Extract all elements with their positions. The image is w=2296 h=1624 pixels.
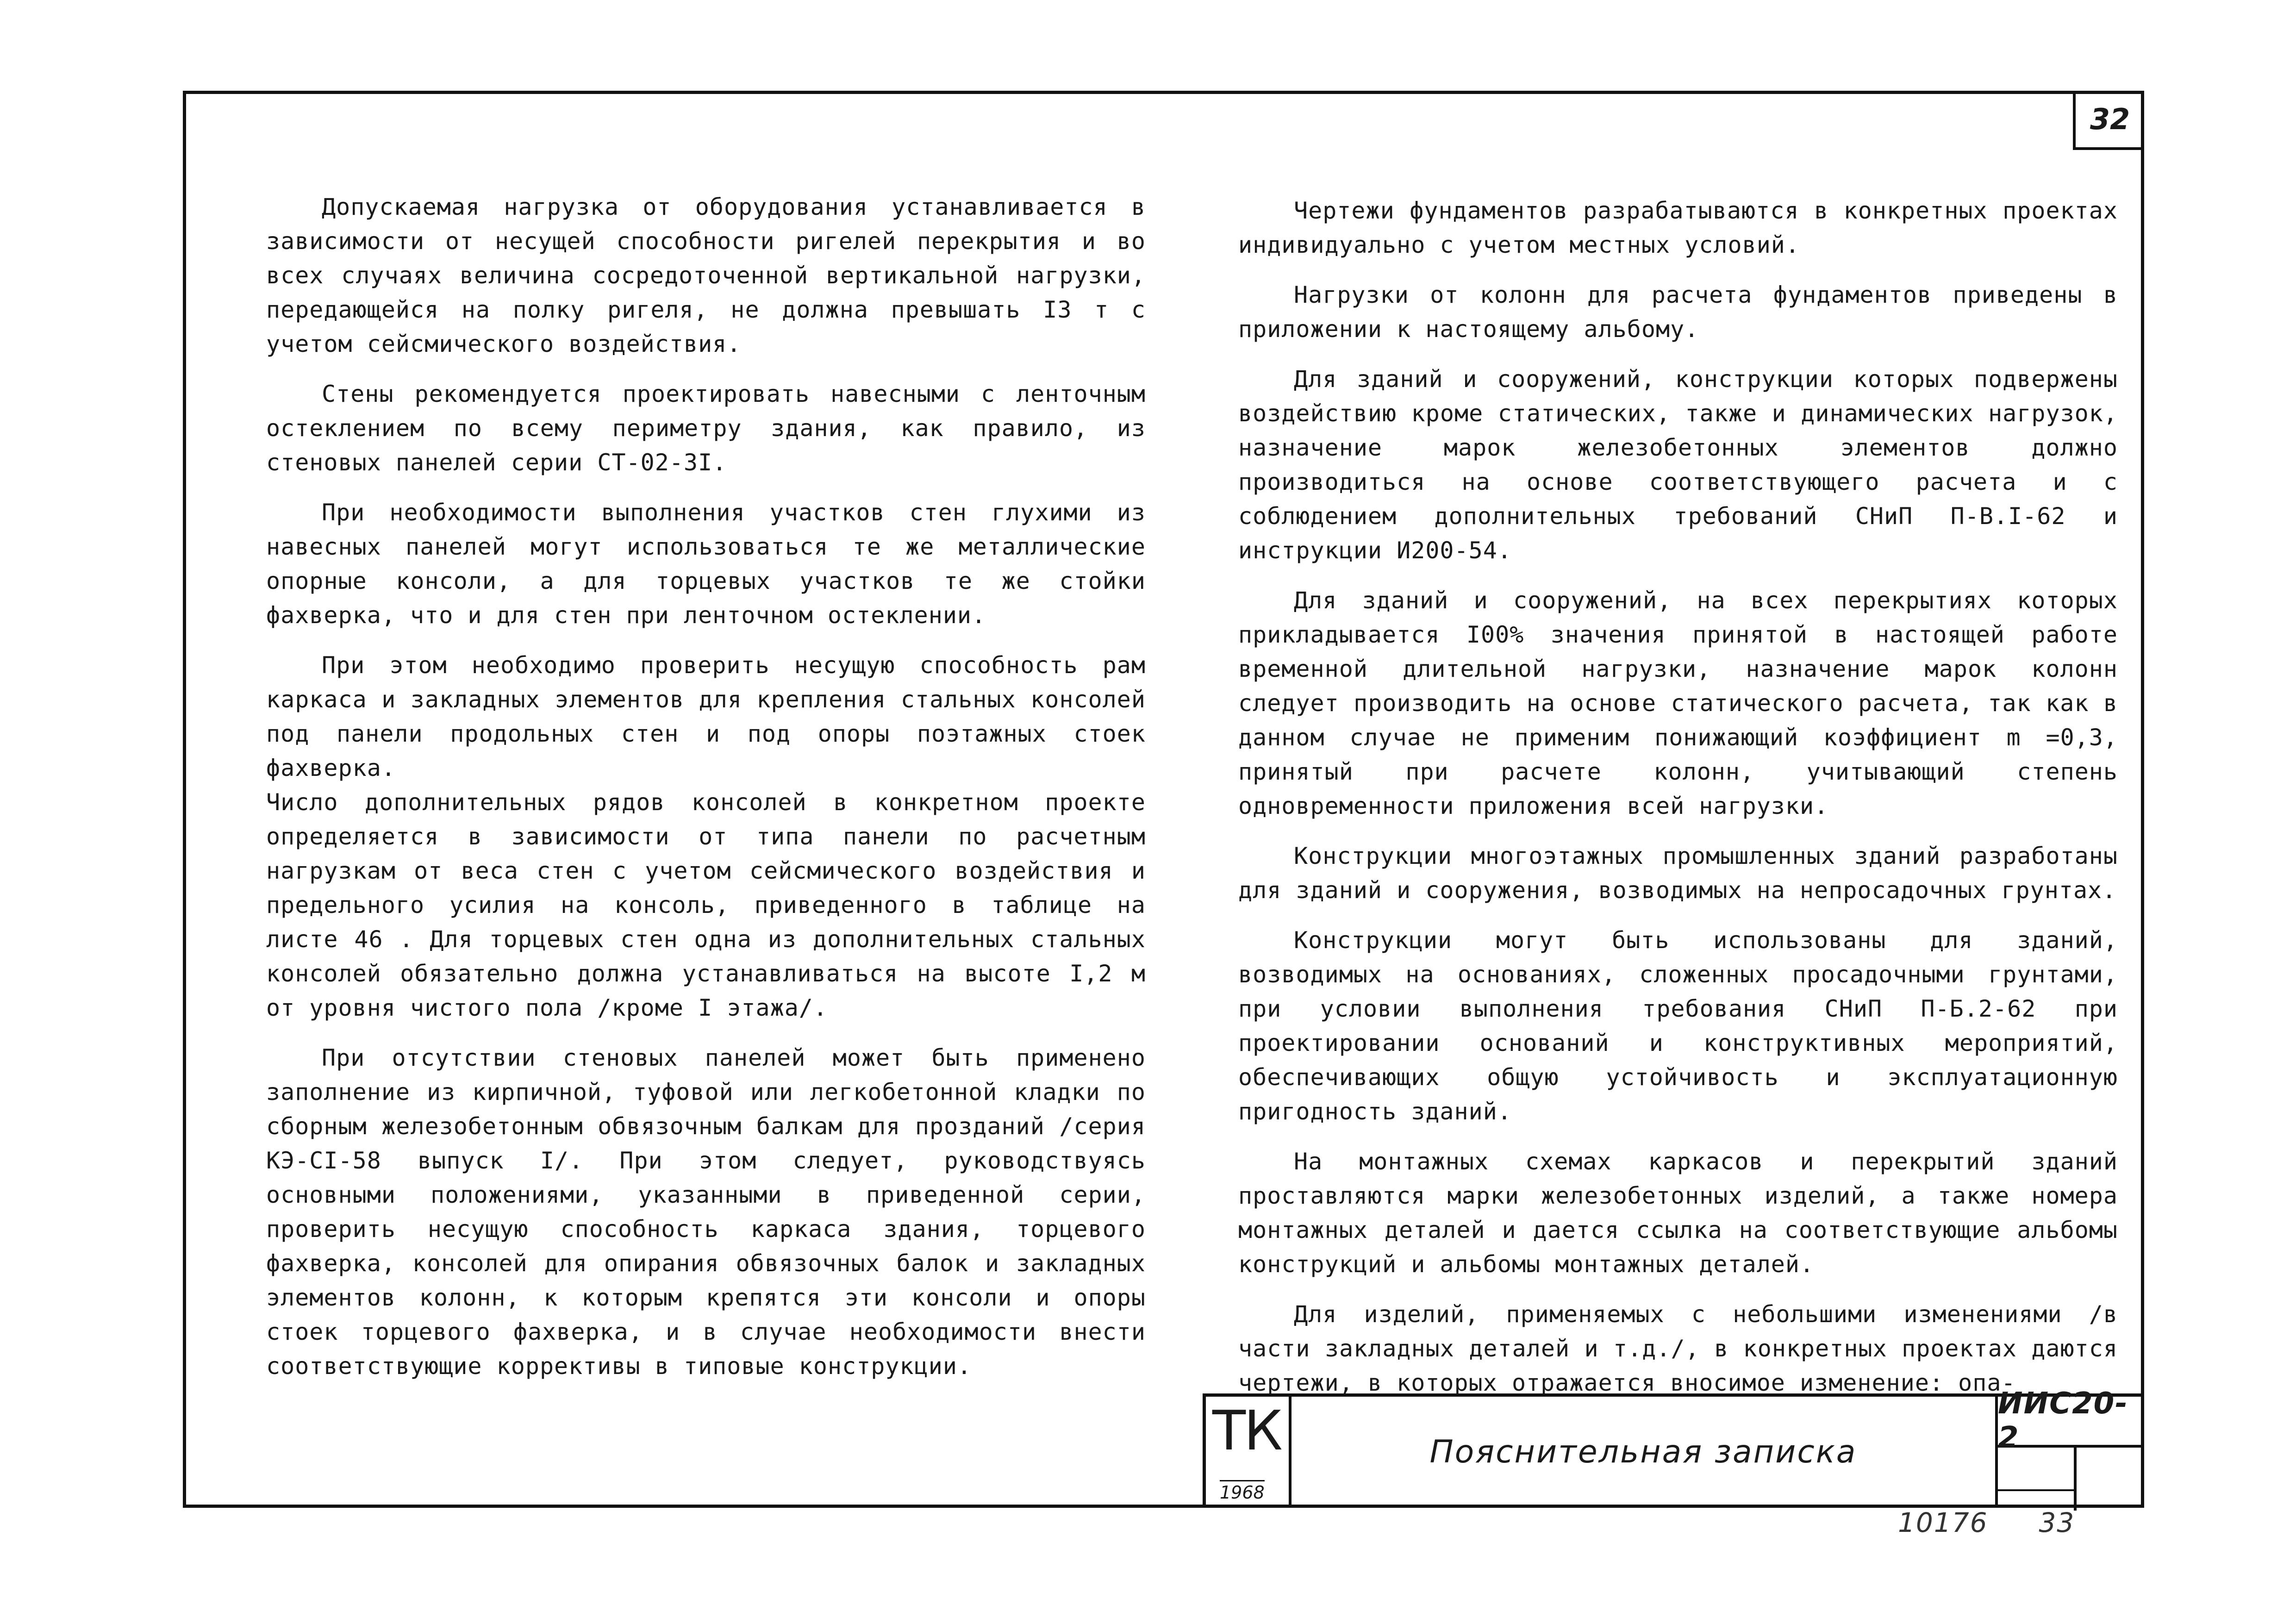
- paragraph: Нагрузки от колонн для расчета фундаментов приведены в приложении к настоящему альбому.: [1238, 281, 2118, 343]
- paragraph: При этом необходимо проверить несущую способность рам каркаса и закладных элементов для крепления стальных консолей под панели продольных стен и под опоры поэтажных стоек фахверка.: [266, 652, 1146, 781]
- paragraph: На монтажных схемах каркасов и перекрытий зданий проставляются марки железобетонных изделий, а также номера монтажных деталей и дается ссылка на соответствующие альбомы конструкций и альбомы монтажных деталей.: [1238, 1148, 2118, 1278]
- title-block-year: 1968: [1220, 1480, 1265, 1503]
- title-block: [1203, 1387, 2144, 1507]
- title-block-empty-cell: [1998, 1448, 2077, 1511]
- title-block-divider: [1998, 1489, 2077, 1491]
- document-title: Пояснительная записка: [1429, 1434, 1857, 1470]
- sheet-number: 33: [2039, 1507, 2075, 1538]
- paragraph: При отсутствии стеновых панелей может быть применено заполнение из кирпичной, туфовой или легкобетонной кладки по сборным железобетонным обвязочным балкам для прозданий /серия КЭ-СI-58 выпуск I/. При этом следует, руководствуясь основными положениями, указанными в приведенной серии, проверить несущую способность каркаса здания, торцевого фахверка, консолей для опирания обвязочных балок и закладных элементов колонн, к которым крепятся эти консоли и опоры стоек торцевого фахверка, и в случае необходимости внести соответствующие коррективы в типовые конструкции.: [266, 1044, 1146, 1380]
- series-code: ИИС20-2: [1998, 1397, 2144, 1448]
- paragraph: Для зданий и сооружений, конструкции которых подвержены воздействию кроме статических, также и динамических нагрузок, назначение марок железобетонных элементов должно производиться на основе соответствующего расчета и с соблюдением дополнительных требований СНиП П-В.I-62 и инструкции И200-54.: [1238, 366, 2118, 564]
- title-block-code-cell: [1995, 1387, 2144, 1507]
- tk-logo: ТК: [1212, 1399, 1281, 1462]
- title-block-logo-cell: [1206, 1397, 1292, 1507]
- right-text-column: [1238, 194, 2118, 1416]
- paragraph: Конструкции могут быть использованы для зданий, возводимых на основаниях, сложенных просадочными грунтами, при условии выполнения требования СНиП П-Б.2-62 при проектировании оснований и конструктивных мероприятий, обеспечивающих общую устойчивость и эксплуатационную пригодность зданий.: [1238, 927, 2118, 1125]
- paragraph: При необходимости выполнения участков стен глухими из навесных панелей могут использоваться те же металлические опорные консоли, а для торцевых участков те же стойки фахверка, что и для стен при ленточном остеклении.: [266, 499, 1146, 629]
- frame-right-border: [2141, 91, 2144, 1507]
- paragraph: Конструкции многоэтажных промышленных зданий разработаны для зданий и сооружения, возводимых на непросадочных грунтах.: [1238, 843, 2118, 904]
- paragraph: Для зданий и сооружений, на всех перекрытиях которых прикладывается I00% значения принятой в настоящей работе временной длительной нагрузки, назначение марок колонн следует производить на основе статического расчета, так как в данном случае не применим понижающий коэффициент m =0,3, принятый при расчете колонн, учитывающий степень одновременности приложения всей нагрузки.: [1238, 587, 2118, 819]
- footer-numbers: [1898, 1507, 2075, 1538]
- paragraph: Стены рекомендуется проектировать навесными с ленточным остеклением по всему периметру здания, как правило, из стеновых панелей серии СТ-02-3I.: [266, 381, 1146, 476]
- page-number: 32: [2073, 91, 2144, 150]
- inventory-number: 10176: [1898, 1507, 1988, 1538]
- left-text-column: [266, 190, 1146, 1399]
- paragraph: Допускаемая нагрузка от оборудования устанавливается в зависимости от несущей способности ригелей перекрытия и во всех случаях величина сосредоточенной вертикальной нагрузки, передающейся на полку ригеля, не должна превышать I3 т с учетом сейсмического воздействия.: [266, 194, 1146, 357]
- paragraph: Чертежи фундаментов разрабатываются в конкретных проектах индивидуально с учетом местных условий.: [1238, 197, 2118, 258]
- paragraph: Для изделий, применяемых с небольшими изменениями /в части закладных деталей и т.д./, в конкретных проектах даются чертежи, в которых отражается вносимое изменение: опа-: [1238, 1301, 2118, 1396]
- paragraph: Число дополнительных рядов консолей в конкретном проекте определяется в зависимости от типа панели по расчетным нагрузкам от веса стен с учетом сейсмического воздействия и предельного усилия на консоль, приведенного в таблице на листе 46 . Для торцевых стен одна из дополнительных стальных консолей обязательно должна устанавливаться на высоте I,2 м от уровня чистого пола /кроме I этажа/.: [266, 789, 1146, 1021]
